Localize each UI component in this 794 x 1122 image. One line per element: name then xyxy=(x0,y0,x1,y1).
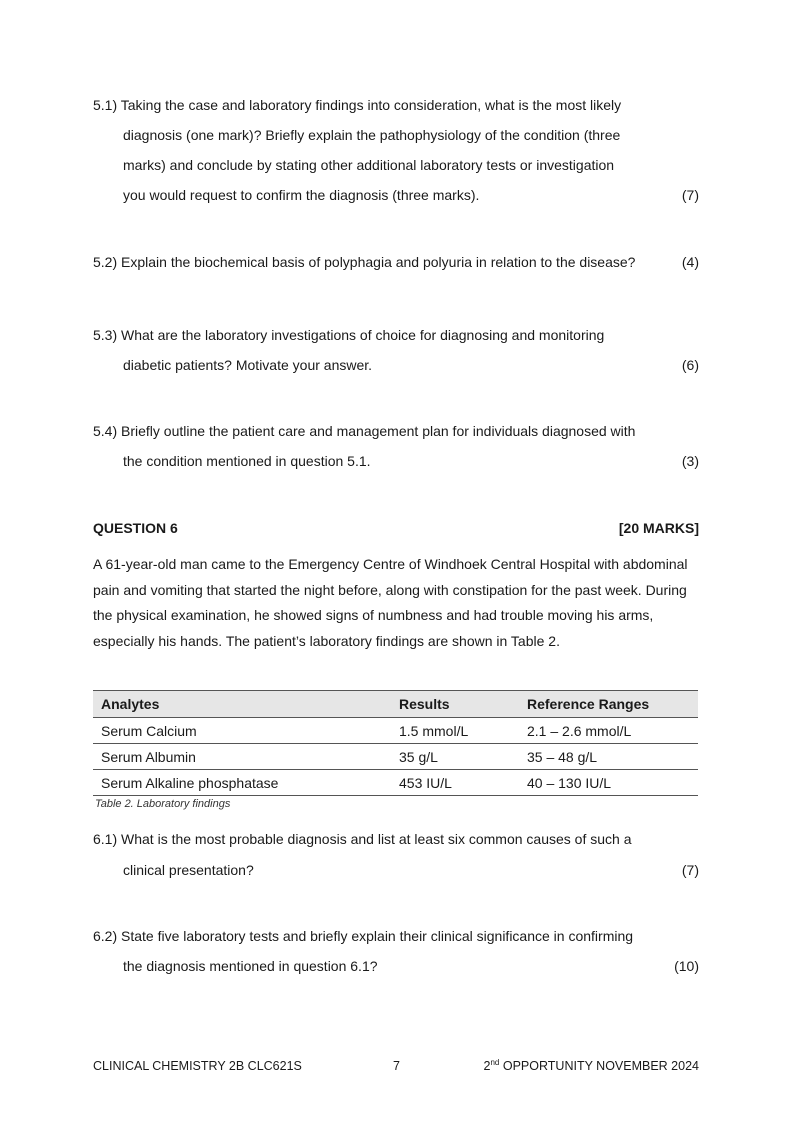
result-cell: 453 IU/L xyxy=(391,770,519,796)
footer-exam-opportunity: 2nd OPPORTUNITY NOVEMBER 2024 xyxy=(483,1057,699,1073)
column-header: Results xyxy=(391,691,519,718)
table-row xyxy=(93,744,698,770)
marks-label: (7) xyxy=(681,187,699,203)
marks-label: (10) xyxy=(674,958,699,974)
question-6-title: QUESTION 6 xyxy=(93,520,178,536)
table-row xyxy=(93,718,698,744)
marks-label: (7) xyxy=(681,862,699,878)
reference-range-cell: 2.1 – 2.6 mmol/L xyxy=(519,718,698,744)
question-text-line: What is the most probable diagnosis and list at least six common causes of such a xyxy=(121,831,632,847)
question-6-total-marks: [20 MARKS] xyxy=(618,520,699,536)
question-text-line: you would request to confirm the diagnosis (three marks). xyxy=(123,187,480,203)
case-description: A 61-year-old man came to the Emergency Centre of Windhoek Central Hospital with abdominal pain and vomiting that started the night before, along with constipation for the past week. During the physical examination, he showed signs of numbness and had trouble moving his arms, especially his hands. The patient’s laboratory findings are shown in Table 2. xyxy=(93,556,688,649)
question-text-line: Explain the biochemical basis of polyphagia and polyuria in relation to the disease? xyxy=(121,254,636,270)
question-text-line: the condition mentioned in question 5.1. xyxy=(123,453,371,469)
column-header: Analytes xyxy=(93,691,391,718)
question-text-line: State five laboratory tests and briefly explain their clinical significance in confirming xyxy=(121,928,634,944)
reference-range-cell: 40 – 130 IU/L xyxy=(519,770,698,796)
analyte-cell: Serum Calcium xyxy=(93,718,391,744)
reference-range-cell: 35 – 48 g/L xyxy=(519,744,698,770)
question-number: 5.3) xyxy=(93,327,118,343)
question-text-line: the diagnosis mentioned in question 6.1? xyxy=(123,958,378,974)
question-text-line: What are the laboratory investigations of choice for diagnosing and monitoring xyxy=(121,327,605,343)
question-text-line: clinical presentation? xyxy=(123,862,254,878)
marks-label: (4) xyxy=(681,254,699,270)
lab-findings-table xyxy=(93,690,698,796)
marks-label: (6) xyxy=(681,357,699,373)
question-text-line: diabetic patients? Motivate your answer. xyxy=(123,357,373,373)
question-number: 5.1) xyxy=(93,97,118,113)
footer-course-code: CLINICAL CHEMISTRY 2B CLC621S xyxy=(93,1059,302,1073)
question-number: 5.2) xyxy=(93,254,118,270)
question-number: 6.1) xyxy=(93,831,118,847)
result-cell: 1.5 mmol/L xyxy=(391,718,519,744)
column-header: Reference Ranges xyxy=(519,691,698,718)
table-header-row xyxy=(93,691,698,718)
question-text-line: Taking the case and laboratory findings into consideration, what is the most likely xyxy=(120,97,622,113)
question-text-line: marks) and conclude by stating other additional laboratory tests or investigation xyxy=(123,157,615,173)
footer-page-number: 7 xyxy=(393,1059,400,1073)
table-caption: Table 2. Laboratory findings xyxy=(95,798,231,810)
question-text-line: Briefly outline the patient care and management plan for individuals diagnosed with xyxy=(121,423,636,439)
result-cell: 35 g/L xyxy=(391,744,519,770)
table-row xyxy=(93,770,698,796)
question-text-line: diagnosis (one mark)? Briefly explain the pathophysiology of the condition (three xyxy=(123,127,621,143)
analyte-cell: Serum Albumin xyxy=(93,744,391,770)
question-number: 5.4) xyxy=(93,423,118,439)
question-number: 6.2) xyxy=(93,928,118,944)
analyte-cell: Serum Alkaline phosphatase xyxy=(93,770,391,796)
marks-label: (3) xyxy=(681,453,699,469)
